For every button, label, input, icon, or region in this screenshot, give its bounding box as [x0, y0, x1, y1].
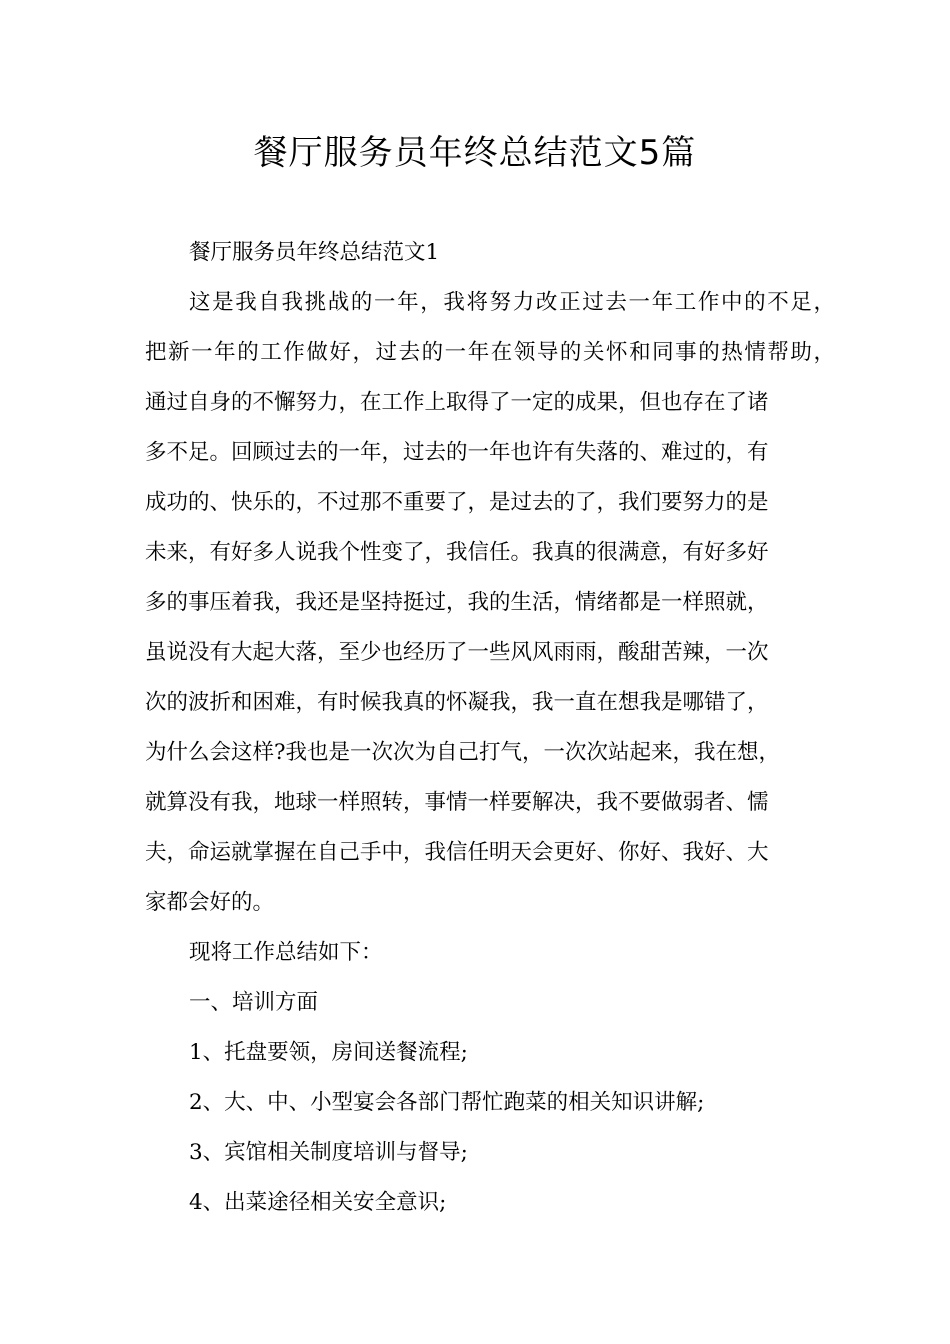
section-heading: 餐厅服务员年终总结范文1 — [189, 240, 440, 265]
paragraph-line: 为什么会这样?我也是一次次为自己打气，一次次站起来，我在想， — [145, 740, 781, 765]
summary-intro: 现将工作总结如下： — [189, 940, 383, 965]
paragraph-line: 家都会好的。 — [145, 890, 275, 915]
paragraph-line: 未来，有好多人说我个性变了，我信任。我真的很满意，有好多好 — [145, 540, 769, 565]
paragraph-line: 多的事压着我，我还是坚持挺过，我的生活，情绪都是一样照就， — [145, 590, 769, 615]
list-item: 2、大、中、小型宴会各部门帮忙跑菜的相关知识讲解; — [189, 1090, 705, 1115]
paragraph-line: 夫，命运就掌握在自己手中，我信任明天会更好、你好、我好、大 — [145, 840, 769, 865]
subheading-training: 一、培训方面 — [189, 990, 319, 1015]
list-item: 4、出菜途径相关安全意识; — [189, 1190, 447, 1215]
list-item: 1、托盘要领，房间送餐流程; — [189, 1040, 468, 1065]
paragraph-line: 多不足。回顾过去的一年，过去的一年也许有失落的、难过的，有 — [145, 440, 769, 465]
paragraph-line: 成功的、快乐的，不过那不重要了，是过去的了，我们要努力的是 — [145, 490, 769, 515]
paragraph-line: 虽说没有大起大落，至少也经历了一些风风雨雨，酸甜苦辣，一次 — [145, 640, 769, 665]
paragraph-line: 通过自身的不懈努力，在工作上取得了一定的成果，但也存在了诸 — [145, 390, 769, 415]
paragraph-line: 就算没有我，地球一样照转，事情一样要解决，我不要做弱者、懦 — [145, 790, 769, 815]
paragraph-line: 这是我自我挑战的一年，我将努力改正过去一年工作中的不足， — [189, 290, 835, 315]
list-item: 3、宾馆相关制度培训与督导; — [189, 1140, 468, 1165]
document-title: 餐厅服务员年终总结范文5篇 — [253, 133, 697, 173]
paragraph-line: 次的波折和困难，有时候我真的怀凝我，我一直在想我是哪错了， — [145, 690, 769, 715]
paragraph-line: 把新一年的工作做好，过去的一年在领导的关怀和同事的热情帮助， — [145, 340, 835, 365]
